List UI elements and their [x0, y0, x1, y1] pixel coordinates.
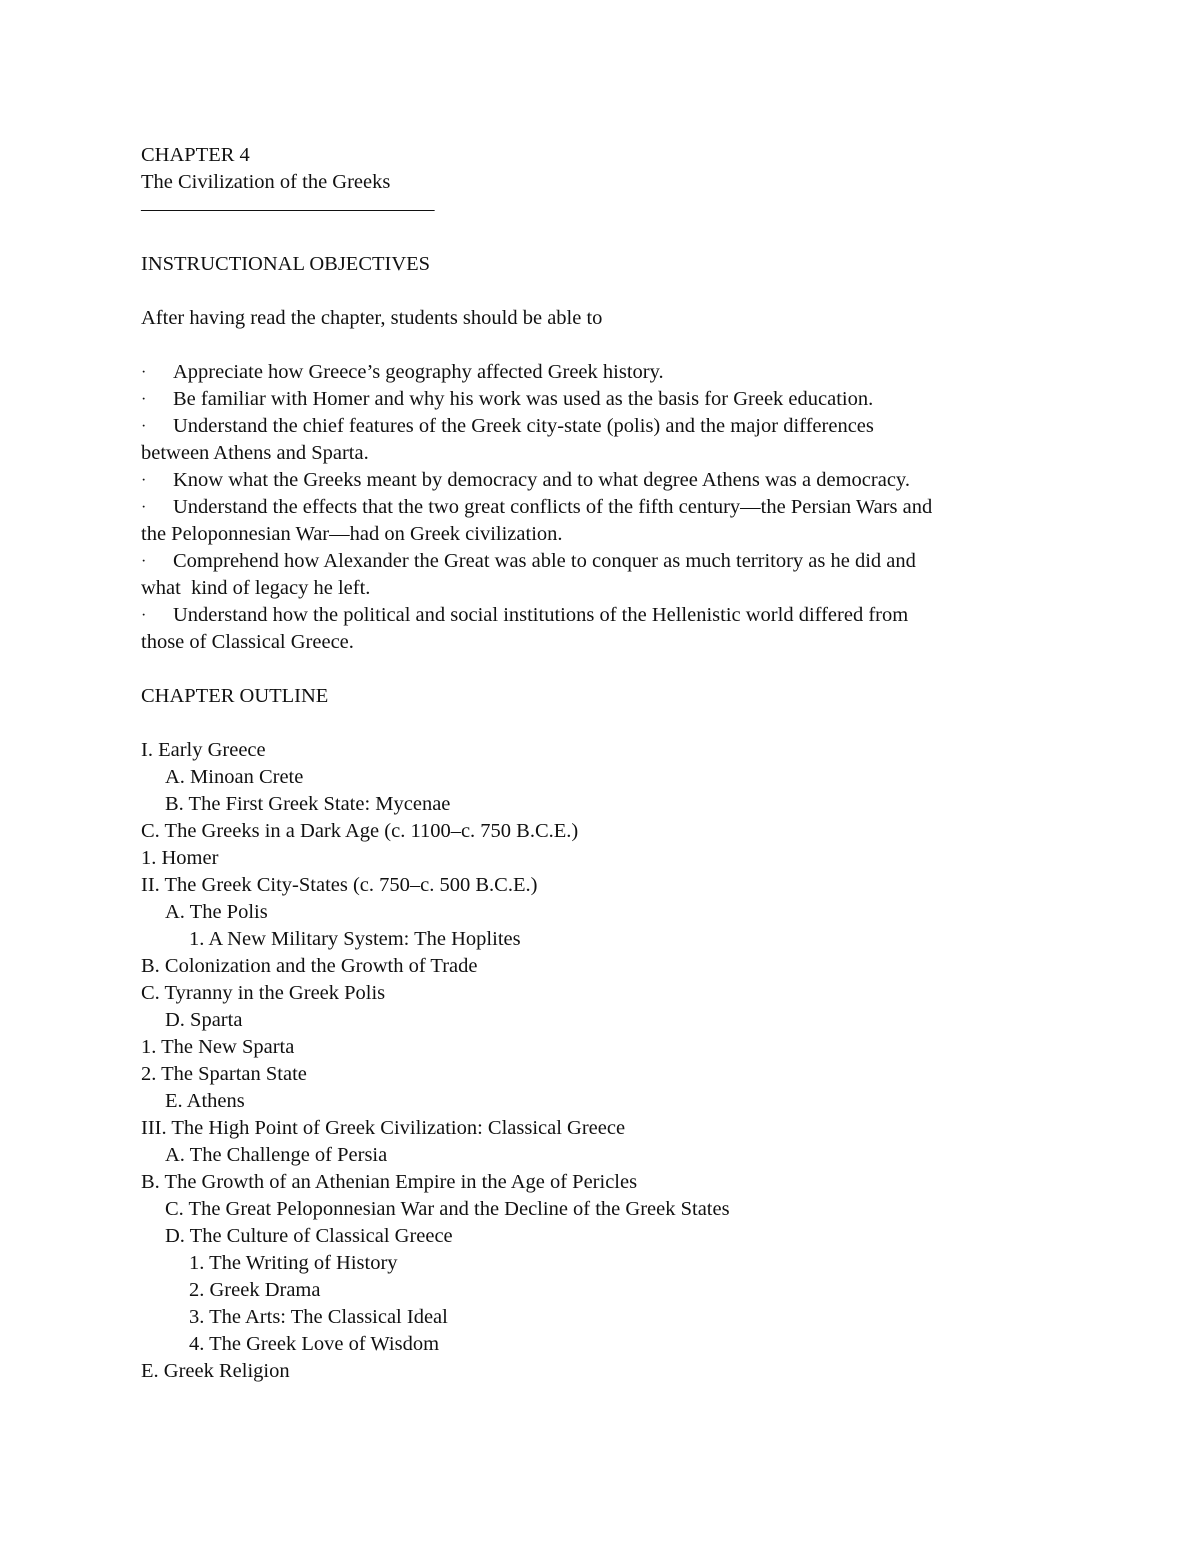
outline-item: B. The First Greek State: Mycenae	[165, 793, 451, 815]
chapter-number: CHAPTER 4	[141, 144, 250, 166]
objective-item: Understand how the political and social institutions of the Hellenistic world differed from	[173, 604, 909, 626]
outline-item: D. The Culture of Classical Greece	[165, 1225, 453, 1247]
outline-item: C. Tyranny in the Greek Polis	[141, 982, 386, 1004]
objective-item: Understand the chief features of the Greek city-state (polis) and the major differences	[173, 415, 874, 437]
bullet-icon: ·	[141, 418, 147, 435]
objective-item: Appreciate how Greece’s geography affected Greek history.	[173, 361, 664, 383]
objective-item: Know what the Greeks meant by democracy and to what degree Athens was a democracy.	[173, 469, 910, 491]
outline-item: A. The Challenge of Persia	[165, 1144, 388, 1166]
outline-item: B. The Growth of an Athenian Empire in the Age of Pericles	[141, 1171, 638, 1193]
outline-item: C. The Greeks in a Dark Age (c. 1100–c. 750 B.C.E.)	[141, 820, 579, 842]
objective-item-continuation: those of Classical Greece.	[141, 631, 354, 653]
objective-item: Understand the effects that the two great conflicts of the fifth century—the Persian Wars and	[173, 496, 933, 518]
title-rule: ———————————————	[141, 198, 434, 220]
outline-item: 1. The New Sparta	[141, 1036, 295, 1058]
outline-item: 1. The Writing of History	[189, 1252, 398, 1274]
bullet-icon: ·	[141, 499, 147, 516]
objectives-heading: INSTRUCTIONAL OBJECTIVES	[141, 253, 431, 275]
outline-item: II. The Greek City-States (c. 750–c. 500 B.C.E.)	[141, 874, 538, 896]
outline-item: B. Colonization and the Growth of Trade	[141, 955, 478, 977]
outline-item: A. Minoan Crete	[165, 766, 304, 788]
bullet-icon: ·	[141, 391, 147, 408]
objective-item: Be familiar with Homer and why his work was used as the basis for Greek education.	[173, 388, 874, 410]
outline-item: 3. The Arts: The Classical Ideal	[189, 1306, 448, 1328]
bullet-icon: ·	[141, 607, 147, 624]
outline-item: I. Early Greece	[141, 739, 266, 761]
chapter-title: The Civilization of the Greeks	[141, 171, 391, 193]
outline-item: A. The Polis	[165, 901, 268, 923]
outline-item: 2. Greek Drama	[189, 1279, 321, 1301]
objective-item: Comprehend how Alexander the Great was able to conquer as much territory as he did and	[173, 550, 916, 572]
outline-item: 2. The Spartan State	[141, 1063, 307, 1085]
outline-item: C. The Great Peloponnesian War and the Decline of the Greek States	[165, 1198, 730, 1220]
outline-item: E. Athens	[165, 1090, 245, 1112]
bullet-icon: ·	[141, 472, 147, 489]
objective-item-continuation: what kind of legacy he left.	[141, 577, 371, 599]
outline-item: E. Greek Religion	[141, 1360, 290, 1382]
objectives-intro: After having read the chapter, students should be able to	[141, 307, 603, 329]
outline-item: III. The High Point of Greek Civilization: Classical Greece	[141, 1117, 626, 1139]
bullet-icon: ·	[141, 364, 147, 381]
outline-item: 1. A New Military System: The Hoplites	[189, 928, 521, 950]
bullet-icon: ·	[141, 553, 147, 570]
outline-item: D. Sparta	[165, 1009, 243, 1031]
outline-heading: CHAPTER OUTLINE	[141, 685, 329, 707]
objective-item-continuation: between Athens and Sparta.	[141, 442, 369, 464]
outline-item: 1. Homer	[141, 847, 219, 869]
objective-item-continuation: the Peloponnesian War—had on Greek civilization.	[141, 523, 563, 545]
outline-item: 4. The Greek Love of Wisdom	[189, 1333, 440, 1355]
